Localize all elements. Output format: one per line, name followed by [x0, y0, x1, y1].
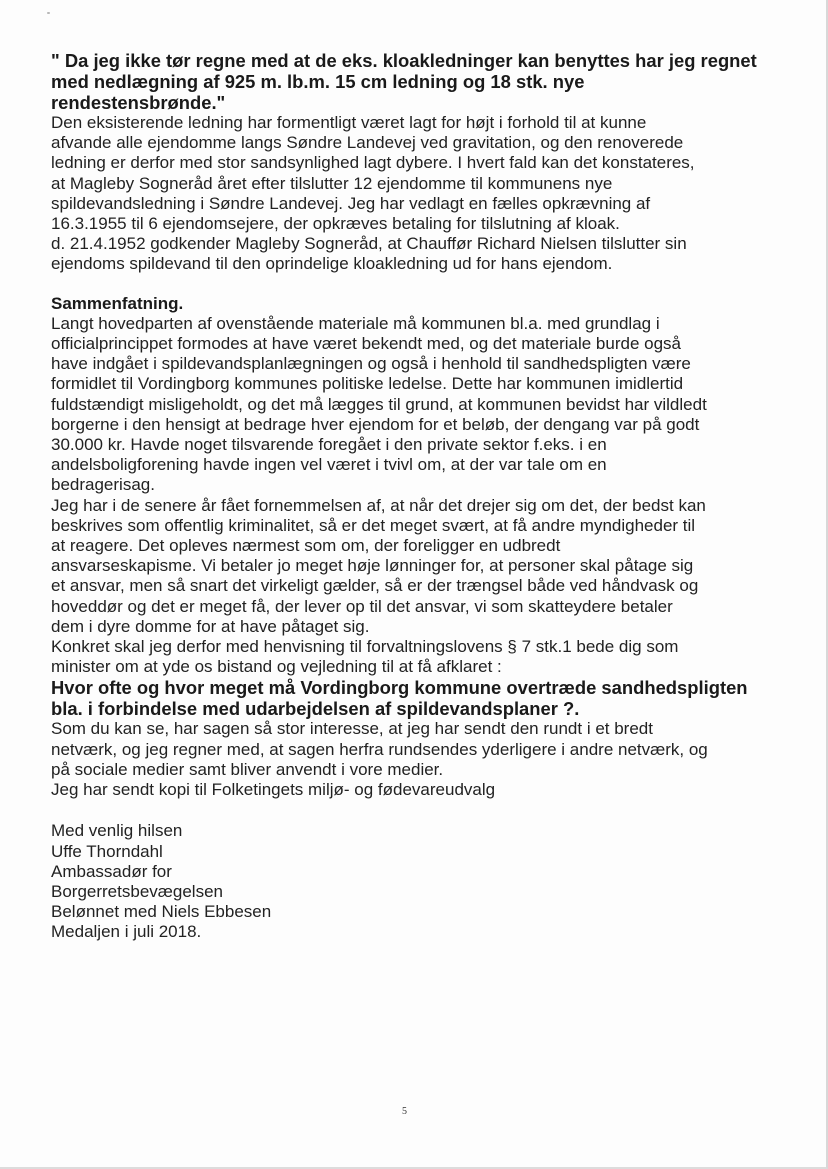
paragraph-3	[51, 496, 791, 637]
paragraph-2	[51, 314, 791, 496]
paragraph-1	[51, 113, 791, 275]
text-line: et ansvar, men så snart det virkeligt gælder, så er der trængsel både ved håndvask og	[51, 576, 699, 596]
text-line: Som du kan se, har sagen så stor interesse, at jeg har sendt den rundt i et bredt	[51, 719, 653, 739]
text-line: minister om at yde os bistand og vejledning til at få afklaret :	[51, 657, 502, 677]
quote-heading	[51, 50, 791, 113]
letter-body	[51, 50, 791, 943]
text-line: netværk, og jeg regner med, at sagen herfra rundsendes yderligere i andre netværk, og	[51, 739, 708, 759]
signature-line: Borgerretsbevægelsen	[51, 881, 223, 901]
text-line: ledning er derfor med stor sandsynlighed lagt dybere. I hvert fald kan det konstateres,	[51, 153, 695, 173]
quote-heading-line: rendestensbrønde."	[51, 92, 226, 113]
text-line: have indgået i spildevandsplanlægningen og også i henhold til sandhedspligten være	[51, 354, 691, 374]
text-line: borgerne i den hensigt at bedrage hver ejendom for et beløb, der dengang var på godt	[51, 414, 700, 434]
text-line: bedragerisag.	[51, 475, 155, 495]
text-line: ejendoms spildevand til den oprindelige kloakledning ud for hans ejendom.	[51, 254, 613, 274]
quote-heading-line: " Da jeg ikke tør regne med at de eks. kloakledninger kan benyttes har jeg regnet	[51, 50, 757, 71]
signature-line: Uffe Thorndahl	[51, 841, 163, 861]
text-line: hoveddør og det er meget få, der lever op til det ansvar, vi som skatteydere betaler	[51, 596, 673, 616]
text-line: at Magleby Sogneråd året efter tilslutter 12 ejendomme til kommunens nye	[51, 173, 613, 193]
text-line: Konkret skal jeg derfor med henvisning til forvaltningslovens § 7 stk.1 bede dig som	[51, 637, 679, 657]
text-line: Langt hovedparten af ovenstående materiale må kommunen bl.a. med grundlag i	[51, 313, 660, 333]
signature-block	[51, 821, 791, 942]
paragraph-5	[51, 719, 791, 800]
quote-heading-line: med nedlægning af 925 m. lb.m. 15 cm ledning og 18 stk. nye	[51, 71, 585, 92]
paragraph-4	[51, 637, 791, 677]
signature-line: Belønnet med Niels Ebbesen	[51, 902, 272, 922]
text-line: ansvarseskapisme. Vi betaler jo meget høje lønninger for, at personer skal påtage sig	[51, 556, 694, 576]
text-line: 30.000 kr. Havde noget tilsvarende foregået i den private sektor f.eks. i en	[51, 435, 607, 455]
question-heading	[51, 677, 791, 719]
text-line: på sociale medier samt bliver anvendt i vore medier.	[51, 759, 444, 779]
text-line: officialprincippet formodes at have været bekendt med, og det materiale burde også	[51, 334, 681, 354]
text-line: d. 21.4.1952 godkender Magleby Sogneråd, at Chauffør Richard Nielsen tilslutter sin	[51, 234, 687, 254]
section-heading: Sammenfatning.	[51, 293, 184, 313]
text-line: Den eksisterende ledning har formentligt været lagt for højt i forhold til at kunne	[51, 113, 647, 132]
page-number: 5	[402, 1106, 407, 1117]
text-line: andelsboligforening havde ingen vel været i tvivl om, at der var tale om en	[51, 455, 607, 475]
text-line: dem i dyre domme for at have påtaget sig.	[51, 616, 370, 636]
text-line: Jeg har i de senere år fået fornemmelsen af, at når det drejer sig om det, der bedst kan	[51, 495, 706, 515]
question-line: Hvor ofte og hvor meget må Vordingborg kommune overtræde sandhedspligten	[51, 677, 748, 699]
question-line: bla. i forbindelse med udarbejdelsen af spildevandsplaner ?.	[51, 698, 580, 720]
text-line: afvande alle ejendomme langs Søndre Landevej ved gravitation, og den renoverede	[51, 133, 684, 153]
text-line: formidlet til Vordingborg kommunes politiske ledelse. Dette har kommunen imidlertid	[51, 374, 684, 394]
text-line: at reagere. Det opleves nærmest som om, der foreligger en udbredt	[51, 536, 561, 556]
text-line: beskrives som offentlig kriminalitet, så er det meget svært, at få andre myndigheder til	[51, 515, 696, 535]
signature-line: Medaljen i juli 2018.	[51, 922, 202, 942]
signature-line: Ambassadør for	[51, 861, 172, 881]
signature-line: Med venlig hilsen	[51, 821, 183, 841]
text-line: spildevandsledning i Søndre Landevej. Jeg har vedlagt en fælles opkrævning af	[51, 193, 651, 213]
text-line: fuldstændigt misligeholdt, og det må lægges til grund, at kommunen bevidst har vildledt	[51, 394, 707, 414]
text-line: Jeg har sendt kopi til Folketingets miljø- og fødevareudvalg	[51, 780, 496, 800]
scan-speck	[47, 12, 50, 14]
text-line: 16.3.1955 til 6 ejendomsejere, der opkræves betaling for tilslutning af kloak.	[51, 214, 620, 234]
